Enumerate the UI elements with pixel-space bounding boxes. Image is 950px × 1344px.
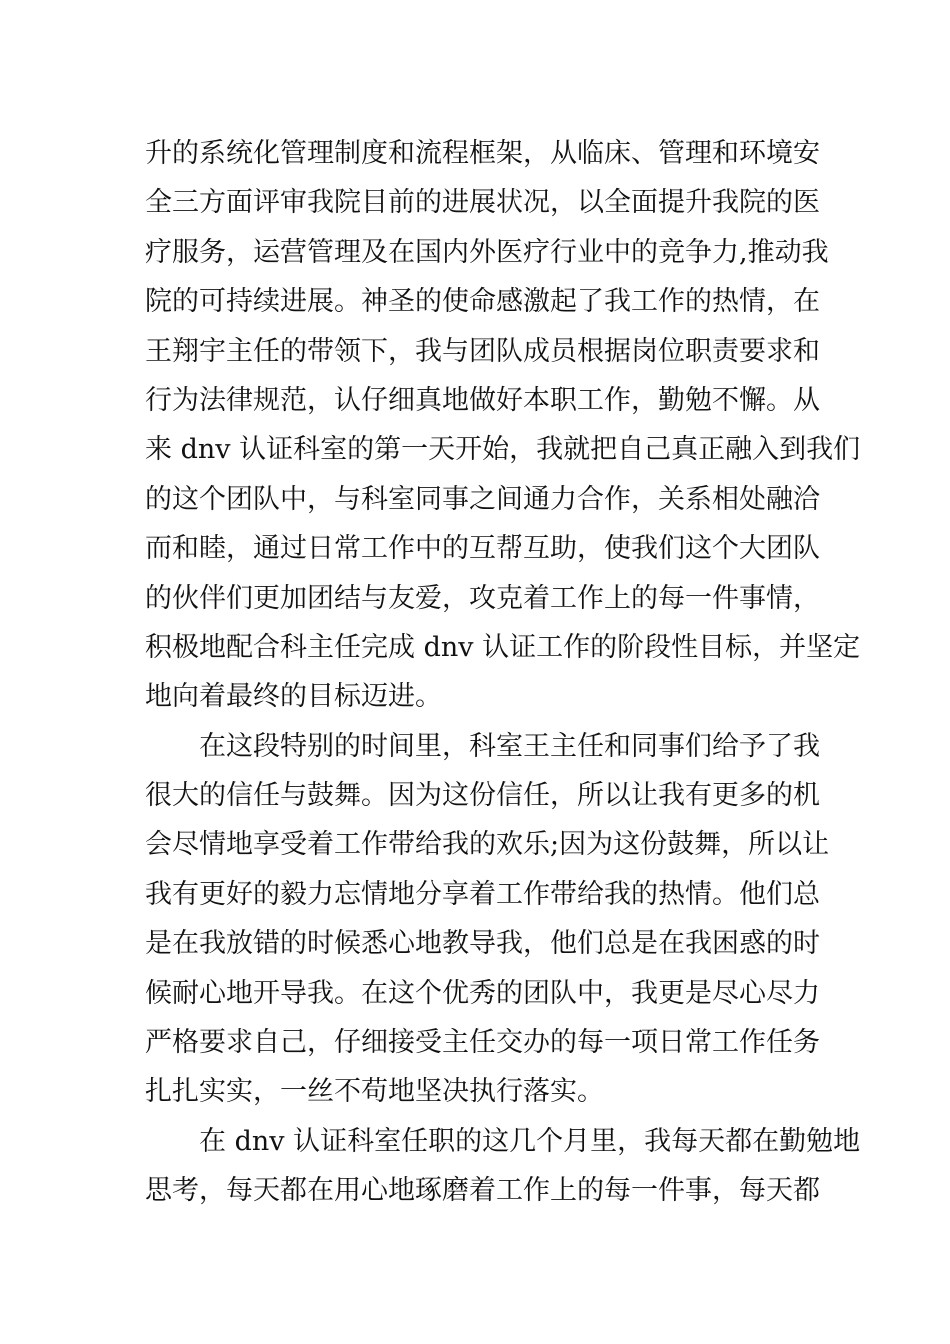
text-line: 院的可持续进展。神圣的使命感激起了我工作的热情，在 <box>145 286 820 318</box>
text-line: 的伙伴们更加团结与友爱，攻克着工作上的每一件事情， <box>145 582 820 614</box>
paragraph <box>145 1117 861 1216</box>
text-line: 我有更好的毅力忘情地分享着工作带给我的热情。他们总 <box>145 878 820 910</box>
paragraph <box>145 722 830 1117</box>
text-line: 来 dnv 认证科室的第一天开始，我就把自己真正融入到我们 <box>145 434 861 466</box>
text-line: 王翔宇主任的带领下，我与团队成员根据岗位职责要求和 <box>145 335 820 367</box>
paragraph <box>145 129 861 722</box>
text-line: 积极地配合科主任完成 dnv 认证工作的阶段性目标，并坚定 <box>145 631 861 663</box>
text-line: 在这段特别的时间里，科室王主任和同事们给予了我 <box>199 730 820 762</box>
text-line: 行为法律规范，认仔细真地做好本职工作，勤勉不懈。从 <box>145 384 820 416</box>
text-line: 严格要求自己，仔细接受主任交办的每一项日常工作任务 <box>145 1027 820 1059</box>
text-line: 会尽情地享受着工作带给我的欢乐;因为这份鼓舞，所以让 <box>145 829 830 861</box>
text-line: 疗服务，运营管理及在国内外医疗行业中的竞争力,推动我 <box>145 236 829 268</box>
text-line: 地向着最终的目标迈进。 <box>145 681 442 713</box>
text-line: 升的系统化管理制度和流程框架，从临床、管理和环境安 <box>145 138 820 169</box>
text-line: 思考，每天都在用心地琢磨着工作上的每一件事，每天都 <box>145 1175 820 1207</box>
text-line: 而和睦，通过日常工作中的互帮互助，使我们这个大团队 <box>145 533 820 565</box>
body-text <box>145 129 861 1216</box>
text-line: 的这个团队中，与科室同事之间通力合作，关系相处融洽 <box>145 483 820 515</box>
text-line: 很大的信任与鼓舞。因为这份信任，所以让我有更多的机 <box>145 780 820 812</box>
text-line: 扎扎实实，一丝不苟地坚决执行落实。 <box>145 1076 604 1108</box>
text-line: 候耐心地开导我。在这个优秀的团队中，我更是尽心尽力 <box>145 977 820 1009</box>
text-line: 是在我放错的时候悉心地教导我，他们总是在我困惑的时 <box>145 928 820 960</box>
text-line: 在 dnv 认证科室任职的这几个月里，我每天都在勤勉地 <box>199 1125 861 1157</box>
text-line: 全三方面评审我院目前的进展状况，以全面提升我院的医 <box>145 187 820 219</box>
